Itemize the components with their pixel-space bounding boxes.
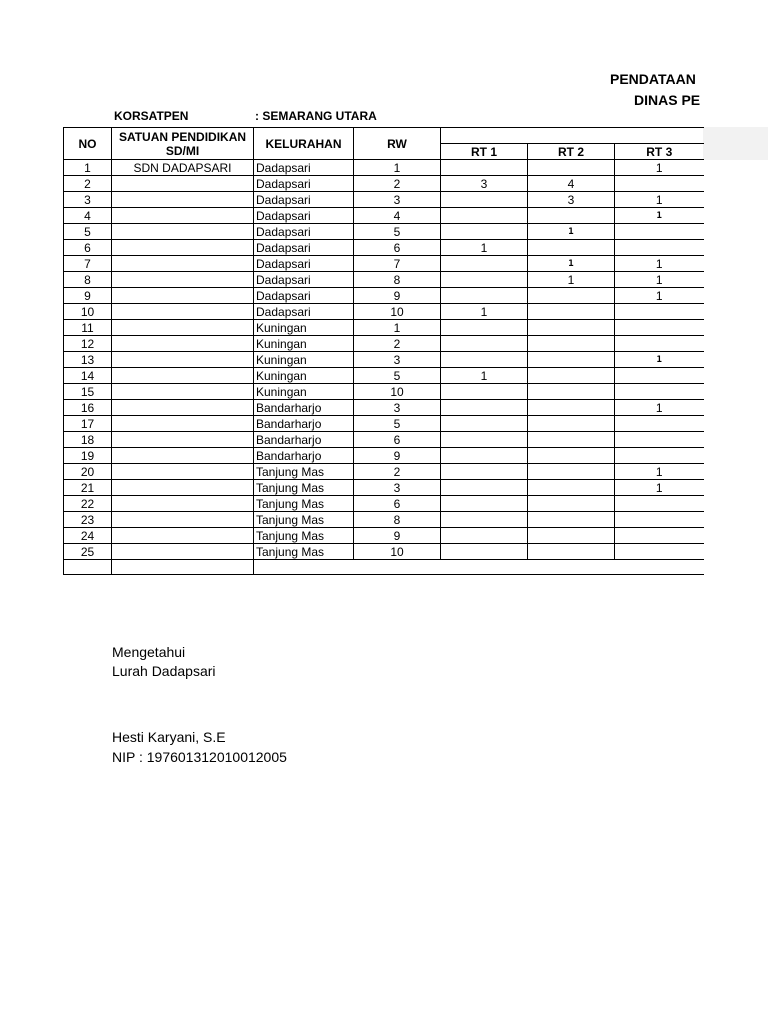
cell-rt3: 1 (615, 272, 704, 288)
cell-satuan (112, 528, 254, 544)
cell-rt3: 1 (615, 160, 704, 176)
cell-rt2 (528, 304, 615, 320)
cell-kelurahan: Dadapsari (254, 160, 354, 176)
cell-no: 4 (64, 208, 112, 224)
cell-rw: 4 (354, 208, 441, 224)
cell-rt1 (441, 512, 528, 528)
cell-rt3 (615, 304, 704, 320)
cell-satuan (112, 304, 254, 320)
cell-no: 20 (64, 464, 112, 480)
cell-rt1 (441, 432, 528, 448)
cell-rw: 3 (354, 192, 441, 208)
cell-satuan: SDN DADAPSARI (112, 160, 254, 176)
cell-rw: 1 (354, 160, 441, 176)
cell-rt3: 1 (615, 208, 704, 224)
table-row (64, 304, 704, 320)
cell-rt1: 1 (441, 240, 528, 256)
table-body (64, 160, 704, 575)
table-row (64, 240, 704, 256)
cell-rw: 10 (354, 304, 441, 320)
cell-kelurahan: Kuningan (254, 368, 354, 384)
cell-empty (64, 560, 112, 575)
cell-rt2: 1 (528, 224, 615, 240)
cell-no: 22 (64, 496, 112, 512)
cell-satuan (112, 176, 254, 192)
cell-no: 10 (64, 304, 112, 320)
cell-rw: 5 (354, 368, 441, 384)
document-title-line1: PENDATAAN (610, 71, 696, 87)
cell-satuan (112, 416, 254, 432)
cell-kelurahan: Dadapsari (254, 240, 354, 256)
cell-no: 5 (64, 224, 112, 240)
cell-rt2 (528, 400, 615, 416)
document-title-line2: DINAS PE (634, 92, 701, 108)
cell-rt3 (615, 384, 704, 400)
cell-rw: 9 (354, 528, 441, 544)
cell-rt2: 4 (528, 176, 615, 192)
table-row (64, 272, 704, 288)
table-row (64, 176, 704, 192)
table-row (64, 464, 704, 480)
table-row (64, 416, 704, 432)
cell-rw: 5 (354, 416, 441, 432)
cell-no: 18 (64, 432, 112, 448)
table-row (64, 336, 704, 352)
cell-rt3: 1 (615, 464, 704, 480)
cell-rw: 5 (354, 224, 441, 240)
cell-kelurahan: Dadapsari (254, 256, 354, 272)
cell-rw: 8 (354, 512, 441, 528)
cell-kelurahan: Dadapsari (254, 272, 354, 288)
cell-rt3: 1 (615, 352, 704, 368)
cell-rw: 8 (354, 272, 441, 288)
cell-rt1 (441, 528, 528, 544)
cell-rt2: 1 (528, 272, 615, 288)
cell-rw: 3 (354, 400, 441, 416)
cell-rt3: 1 (615, 480, 704, 496)
cell-no: 12 (64, 336, 112, 352)
table-row (64, 320, 704, 336)
cell-rw: 2 (354, 176, 441, 192)
cell-no: 14 (64, 368, 112, 384)
cell-kelurahan: Bandarharjo (254, 432, 354, 448)
cell-kelurahan: Dadapsari (254, 192, 354, 208)
cell-rt2 (528, 384, 615, 400)
table-row (64, 448, 704, 464)
table-row (64, 528, 704, 544)
column-header-no: NO (64, 128, 112, 160)
cell-rt2 (528, 240, 615, 256)
korsatpen-label: KORSATPEN (114, 109, 189, 123)
table-row (64, 288, 704, 304)
table-row (64, 400, 704, 416)
cell-kelurahan: Dadapsari (254, 304, 354, 320)
column-header-rt-group (441, 128, 704, 144)
cell-satuan (112, 400, 254, 416)
cell-no: 17 (64, 416, 112, 432)
cell-rt3 (615, 432, 704, 448)
cell-rt2 (528, 464, 615, 480)
table-row (64, 224, 704, 240)
cell-rt2 (528, 368, 615, 384)
cell-rt2 (528, 336, 615, 352)
cell-rt1 (441, 464, 528, 480)
cell-rt3 (615, 240, 704, 256)
cell-rt2 (528, 528, 615, 544)
cell-rt1 (441, 448, 528, 464)
cell-satuan (112, 496, 254, 512)
cell-no: 23 (64, 512, 112, 528)
cell-no: 13 (64, 352, 112, 368)
column-header-kelurahan: KELURAHAN (254, 128, 354, 160)
table-row (64, 192, 704, 208)
cell-rt3: 1 (615, 256, 704, 272)
cell-no: 9 (64, 288, 112, 304)
table-row (64, 432, 704, 448)
cell-no: 25 (64, 544, 112, 560)
cell-rw: 7 (354, 256, 441, 272)
cell-rt2 (528, 160, 615, 176)
cell-satuan (112, 192, 254, 208)
data-table (63, 127, 704, 575)
cell-rt1 (441, 544, 528, 560)
cell-rt3 (615, 368, 704, 384)
cell-kelurahan: Bandarharjo (254, 416, 354, 432)
cell-kelurahan: Tanjung Mas (254, 464, 354, 480)
cell-no: 6 (64, 240, 112, 256)
cell-rt2 (528, 208, 615, 224)
cell-rw: 6 (354, 496, 441, 512)
cell-rw: 10 (354, 384, 441, 400)
cell-kelurahan: Tanjung Mas (254, 544, 354, 560)
table-row (64, 544, 704, 560)
cell-no: 15 (64, 384, 112, 400)
table-row (64, 208, 704, 224)
cell-rt3 (615, 448, 704, 464)
cell-rw: 2 (354, 336, 441, 352)
cell-kelurahan: Tanjung Mas (254, 512, 354, 528)
cell-rt1: 1 (441, 368, 528, 384)
table-row-empty (64, 560, 704, 575)
cell-kelurahan: Kuningan (254, 352, 354, 368)
cell-rt1 (441, 288, 528, 304)
cell-satuan (112, 320, 254, 336)
cell-satuan (112, 240, 254, 256)
table-row (64, 384, 704, 400)
cell-kelurahan: Tanjung Mas (254, 496, 354, 512)
cell-rw: 2 (354, 464, 441, 480)
cell-rt1: 3 (441, 176, 528, 192)
column-header-rt2: RT 2 (528, 144, 615, 160)
cell-rt2: 3 (528, 192, 615, 208)
table-row (64, 160, 704, 176)
cell-rt3 (615, 416, 704, 432)
cell-satuan (112, 224, 254, 240)
cell-rw: 6 (354, 432, 441, 448)
cell-rt3: 1 (615, 192, 704, 208)
table-row (64, 512, 704, 528)
cell-rt2 (528, 288, 615, 304)
cell-satuan (112, 512, 254, 528)
cell-rt1 (441, 480, 528, 496)
cell-satuan (112, 544, 254, 560)
cell-satuan (112, 384, 254, 400)
cell-no: 21 (64, 480, 112, 496)
cell-rt2 (528, 448, 615, 464)
cell-rw: 1 (354, 320, 441, 336)
cell-satuan (112, 464, 254, 480)
cell-rt2 (528, 432, 615, 448)
table-row (64, 368, 704, 384)
cell-rt1 (441, 400, 528, 416)
cell-rt3 (615, 320, 704, 336)
cell-rt3: 1 (615, 400, 704, 416)
cell-no: 7 (64, 256, 112, 272)
cell-no: 16 (64, 400, 112, 416)
cell-rw: 9 (354, 288, 441, 304)
cell-rt3 (615, 528, 704, 544)
cell-rt2 (528, 416, 615, 432)
cell-satuan (112, 432, 254, 448)
cell-rt1: 1 (441, 304, 528, 320)
cell-satuan (112, 480, 254, 496)
cell-satuan (112, 272, 254, 288)
cell-rt1 (441, 336, 528, 352)
column-header-rw: RW (354, 128, 441, 160)
cell-no: 8 (64, 272, 112, 288)
cell-no: 24 (64, 528, 112, 544)
signature-nip: NIP : 197601312010012005 (112, 749, 287, 765)
cell-rt2 (528, 496, 615, 512)
column-header-rt1: RT 1 (441, 144, 528, 160)
cell-rt1 (441, 384, 528, 400)
cell-rt3 (615, 544, 704, 560)
cell-kelurahan: Bandarharjo (254, 400, 354, 416)
cell-rw: 6 (354, 240, 441, 256)
cell-no: 19 (64, 448, 112, 464)
cell-satuan (112, 448, 254, 464)
cell-kelurahan: Kuningan (254, 336, 354, 352)
cell-no: 2 (64, 176, 112, 192)
cell-rt3: 1 (615, 288, 704, 304)
cell-no: 3 (64, 192, 112, 208)
table-row (64, 480, 704, 496)
cell-satuan (112, 288, 254, 304)
cell-rt3 (615, 176, 704, 192)
cell-satuan (112, 208, 254, 224)
cell-kelurahan: Tanjung Mas (254, 528, 354, 544)
cell-rt2 (528, 512, 615, 528)
cell-kelurahan: Kuningan (254, 384, 354, 400)
cell-satuan (112, 368, 254, 384)
cell-rt1 (441, 192, 528, 208)
cell-kelurahan: Bandarharjo (254, 448, 354, 464)
header-shading (703, 127, 768, 160)
cell-rt1 (441, 416, 528, 432)
cell-rt2 (528, 480, 615, 496)
cell-rt2 (528, 352, 615, 368)
column-header-rt3: RT 3 (615, 144, 704, 160)
cell-kelurahan: Dadapsari (254, 176, 354, 192)
cell-empty (112, 560, 254, 575)
cell-rt1 (441, 224, 528, 240)
cell-kelurahan: Dadapsari (254, 288, 354, 304)
signature-position: Lurah Dadapsari (112, 663, 216, 679)
cell-rt1 (441, 256, 528, 272)
signature-acknowledged: Mengetahui (112, 644, 186, 660)
cell-satuan (112, 256, 254, 272)
cell-rt3 (615, 496, 704, 512)
cell-rt2 (528, 320, 615, 336)
table-row (64, 256, 704, 272)
table-row (64, 352, 704, 368)
column-header-satuan: SATUAN PENDIDIKAN SD/MI (112, 128, 254, 160)
cell-rw: 3 (354, 480, 441, 496)
cell-satuan (112, 352, 254, 368)
cell-no: 11 (64, 320, 112, 336)
cell-rw: 9 (354, 448, 441, 464)
cell-rt2: 1 (528, 256, 615, 272)
cell-rt1 (441, 496, 528, 512)
cell-kelurahan: Tanjung Mas (254, 480, 354, 496)
cell-kelurahan: Dadapsari (254, 224, 354, 240)
cell-rt3 (615, 224, 704, 240)
cell-rt3 (615, 336, 704, 352)
cell-rt1 (441, 272, 528, 288)
korsatpen-value: : SEMARANG UTARA (255, 109, 377, 123)
signature-name: Hesti Karyani, S.E (112, 729, 226, 745)
cell-rt2 (528, 544, 615, 560)
cell-rw: 10 (354, 544, 441, 560)
cell-rt1 (441, 208, 528, 224)
table-row (64, 496, 704, 512)
cell-no: 1 (64, 160, 112, 176)
cell-rt1 (441, 320, 528, 336)
cell-rt1 (441, 352, 528, 368)
cell-rt3 (615, 512, 704, 528)
cell-empty (254, 560, 704, 575)
cell-kelurahan: Kuningan (254, 320, 354, 336)
cell-satuan (112, 336, 254, 352)
cell-rw: 3 (354, 352, 441, 368)
cell-kelurahan: Dadapsari (254, 208, 354, 224)
cell-rt1 (441, 160, 528, 176)
